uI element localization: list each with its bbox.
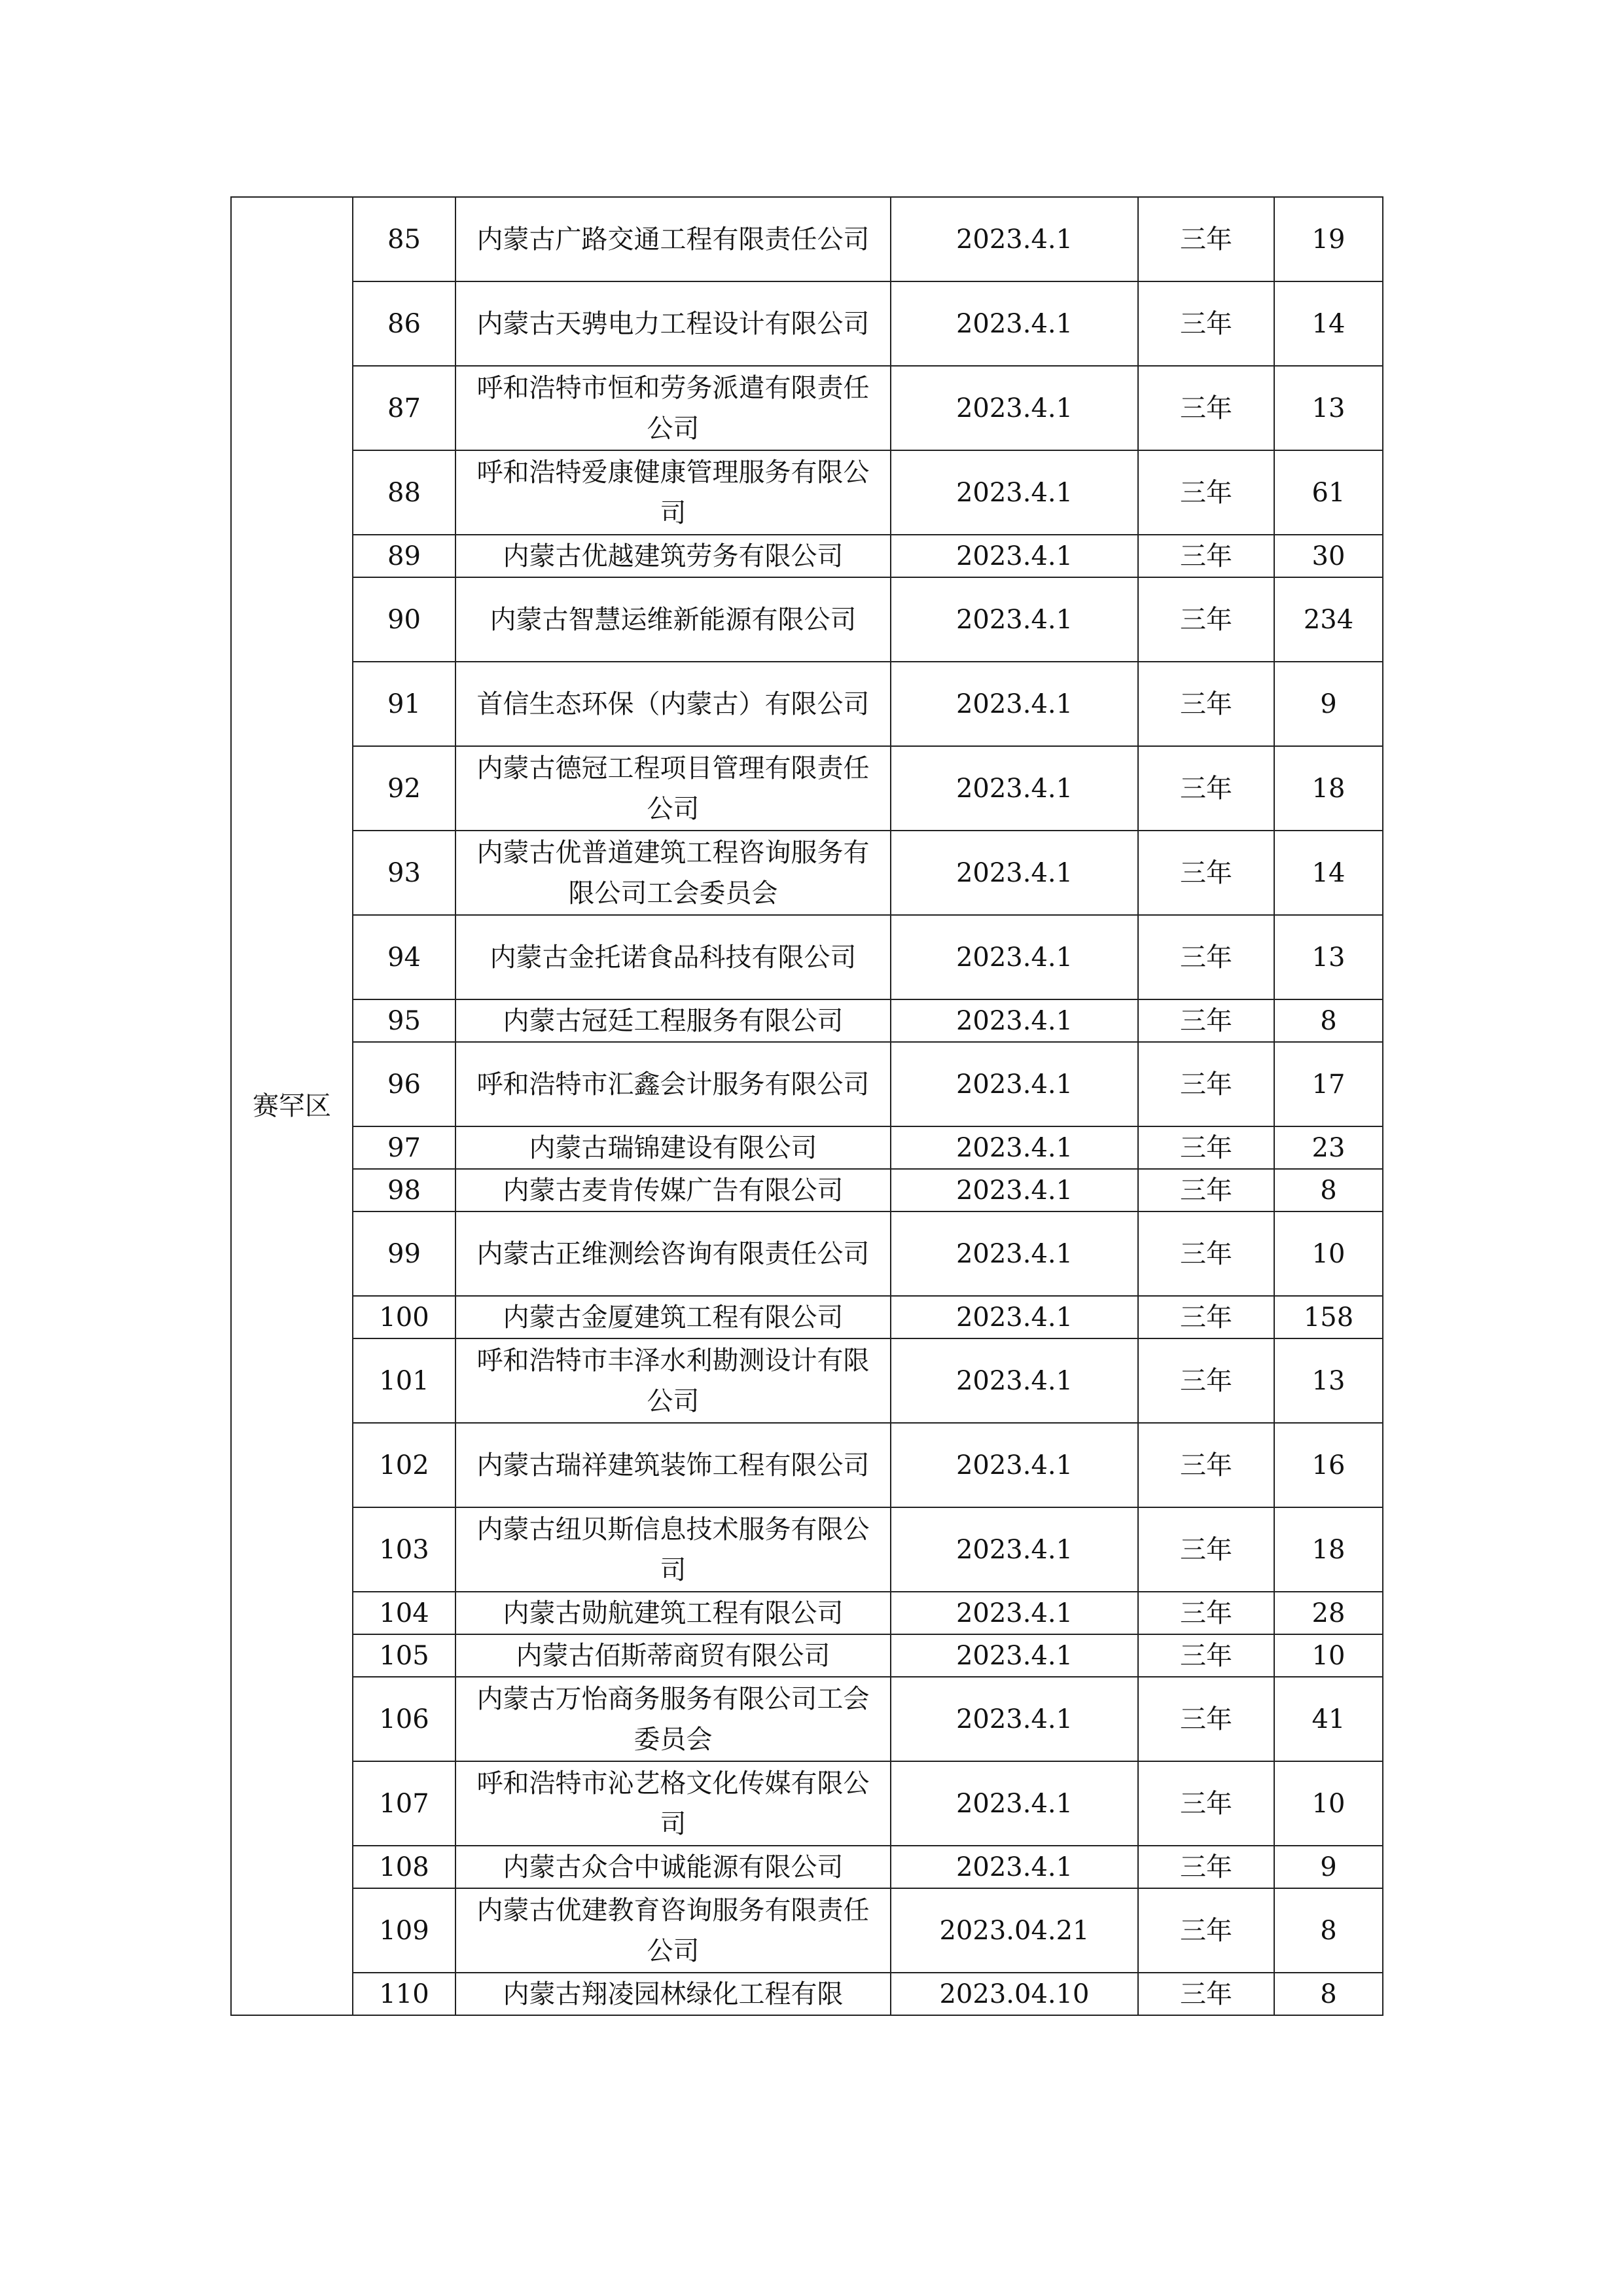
member-count-cell: 13 xyxy=(1274,1338,1383,1423)
member-count-cell: 14 xyxy=(1274,281,1383,366)
row-number-cell: 104 xyxy=(353,1592,455,1634)
term-cell: 三年 xyxy=(1138,1423,1274,1507)
company-name-cell: 内蒙古勋航建筑工程有限公司 xyxy=(455,1592,891,1634)
table-row xyxy=(231,1973,1383,2015)
date-cell: 2023.4.1 xyxy=(891,281,1138,366)
row-number-cell: 100 xyxy=(353,1296,455,1338)
row-number-cell: 85 xyxy=(353,197,455,281)
table-row xyxy=(231,197,1383,281)
enterprise-table xyxy=(230,196,1383,2016)
term-cell: 三年 xyxy=(1138,197,1274,281)
member-count-cell: 61 xyxy=(1274,450,1383,535)
member-count-cell: 9 xyxy=(1274,662,1383,746)
date-cell: 2023.4.1 xyxy=(891,1042,1138,1126)
row-number-cell: 87 xyxy=(353,366,455,450)
term-cell: 三年 xyxy=(1138,1211,1274,1296)
term-cell: 三年 xyxy=(1138,999,1274,1042)
company-name-cell: 呼和浩特市丰泽水利勘测设计有限公司 xyxy=(455,1338,891,1423)
row-number-cell: 103 xyxy=(353,1507,455,1592)
member-count-cell: 18 xyxy=(1274,1507,1383,1592)
company-name-cell: 内蒙古纽贝斯信息技术服务有限公司 xyxy=(455,1507,891,1592)
company-name-cell: 内蒙古智慧运维新能源有限公司 xyxy=(455,577,891,662)
date-cell: 2023.4.1 xyxy=(891,1423,1138,1507)
table-row xyxy=(231,281,1383,366)
row-number-cell: 110 xyxy=(353,1973,455,2015)
table-row xyxy=(231,366,1383,450)
member-count-cell: 234 xyxy=(1274,577,1383,662)
table-row xyxy=(231,1423,1383,1507)
date-cell: 2023.4.1 xyxy=(891,1126,1138,1169)
term-cell: 三年 xyxy=(1138,1846,1274,1888)
row-number-cell: 88 xyxy=(353,450,455,535)
member-count-cell: 17 xyxy=(1274,1042,1383,1126)
table-row xyxy=(231,746,1383,831)
date-cell: 2023.4.1 xyxy=(891,1846,1138,1888)
date-cell: 2023.4.1 xyxy=(891,746,1138,831)
date-cell: 2023.4.1 xyxy=(891,535,1138,577)
term-cell: 三年 xyxy=(1138,1592,1274,1634)
table-row xyxy=(231,1761,1383,1846)
row-number-cell: 98 xyxy=(353,1169,455,1211)
term-cell: 三年 xyxy=(1138,831,1274,915)
date-cell: 2023.4.1 xyxy=(891,577,1138,662)
table-row xyxy=(231,577,1383,662)
member-count-cell: 8 xyxy=(1274,1169,1383,1211)
table-row xyxy=(231,1634,1383,1677)
company-name-cell: 内蒙古瑞祥建筑装饰工程有限公司 xyxy=(455,1423,891,1507)
term-cell: 三年 xyxy=(1138,1677,1274,1761)
date-cell: 2023.4.1 xyxy=(891,662,1138,746)
company-name-cell: 内蒙古麦肯传媒广告有限公司 xyxy=(455,1169,891,1211)
table-row xyxy=(231,450,1383,535)
table-row xyxy=(231,1126,1383,1169)
row-number-cell: 97 xyxy=(353,1126,455,1169)
table-row xyxy=(231,1211,1383,1296)
row-number-cell: 102 xyxy=(353,1423,455,1507)
company-name-cell: 呼和浩特市汇鑫会计服务有限公司 xyxy=(455,1042,891,1126)
date-cell: 2023.4.1 xyxy=(891,1634,1138,1677)
row-number-cell: 86 xyxy=(353,281,455,366)
date-cell: 2023.4.1 xyxy=(891,1507,1138,1592)
company-name-cell: 呼和浩特市沁艺格文化传媒有限公司 xyxy=(455,1761,891,1846)
date-cell: 2023.4.1 xyxy=(891,1338,1138,1423)
member-count-cell: 14 xyxy=(1274,831,1383,915)
company-name-cell: 内蒙古广路交通工程有限责任公司 xyxy=(455,197,891,281)
term-cell: 三年 xyxy=(1138,1973,1274,2015)
member-count-cell: 18 xyxy=(1274,746,1383,831)
date-cell: 2023.04.10 xyxy=(891,1973,1138,2015)
table-row xyxy=(231,999,1383,1042)
member-count-cell: 10 xyxy=(1274,1761,1383,1846)
row-number-cell: 99 xyxy=(353,1211,455,1296)
company-name-cell: 内蒙古瑞锦建设有限公司 xyxy=(455,1126,891,1169)
member-count-cell: 8 xyxy=(1274,1973,1383,2015)
member-count-cell: 16 xyxy=(1274,1423,1383,1507)
date-cell: 2023.4.1 xyxy=(891,1677,1138,1761)
table-row xyxy=(231,1338,1383,1423)
term-cell: 三年 xyxy=(1138,1338,1274,1423)
date-cell: 2023.4.1 xyxy=(891,366,1138,450)
term-cell: 三年 xyxy=(1138,662,1274,746)
row-number-cell: 105 xyxy=(353,1634,455,1677)
row-number-cell: 108 xyxy=(353,1846,455,1888)
member-count-cell: 9 xyxy=(1274,1846,1383,1888)
table-row xyxy=(231,1507,1383,1592)
date-cell: 2023.4.1 xyxy=(891,1592,1138,1634)
table-row xyxy=(231,1042,1383,1126)
row-number-cell: 92 xyxy=(353,746,455,831)
company-name-cell: 内蒙古金托诺食品科技有限公司 xyxy=(455,915,891,999)
term-cell: 三年 xyxy=(1138,1296,1274,1338)
row-number-cell: 101 xyxy=(353,1338,455,1423)
company-name-cell: 内蒙古万怡商务服务有限公司工会委员会 xyxy=(455,1677,891,1761)
row-number-cell: 106 xyxy=(353,1677,455,1761)
company-name-cell: 内蒙古德冠工程项目管理有限责任公司 xyxy=(455,746,891,831)
district-cell: 赛罕区 xyxy=(231,197,353,2015)
member-count-cell: 8 xyxy=(1274,999,1383,1042)
company-name-cell: 内蒙古翔凌园林绿化工程有限 xyxy=(455,1973,891,2015)
company-name-cell: 内蒙古冠廷工程服务有限公司 xyxy=(455,999,891,1042)
company-name-cell: 内蒙古众合中诚能源有限公司 xyxy=(455,1846,891,1888)
table-row xyxy=(231,1296,1383,1338)
term-cell: 三年 xyxy=(1138,1169,1274,1211)
term-cell: 三年 xyxy=(1138,1126,1274,1169)
date-cell: 2023.4.1 xyxy=(891,1211,1138,1296)
term-cell: 三年 xyxy=(1138,577,1274,662)
member-count-cell: 19 xyxy=(1274,197,1383,281)
member-count-cell: 13 xyxy=(1274,915,1383,999)
member-count-cell: 30 xyxy=(1274,535,1383,577)
member-count-cell: 8 xyxy=(1274,1888,1383,1973)
row-number-cell: 109 xyxy=(353,1888,455,1973)
row-number-cell: 107 xyxy=(353,1761,455,1846)
term-cell: 三年 xyxy=(1138,535,1274,577)
term-cell: 三年 xyxy=(1138,1761,1274,1846)
member-count-cell: 158 xyxy=(1274,1296,1383,1338)
date-cell: 2023.4.1 xyxy=(891,197,1138,281)
member-count-cell: 13 xyxy=(1274,366,1383,450)
term-cell: 三年 xyxy=(1138,281,1274,366)
company-name-cell: 内蒙古正维测绘咨询有限责任公司 xyxy=(455,1211,891,1296)
row-number-cell: 93 xyxy=(353,831,455,915)
row-number-cell: 95 xyxy=(353,999,455,1042)
company-name-cell: 内蒙古优普道建筑工程咨询服务有限公司工会委员会 xyxy=(455,831,891,915)
company-name-cell: 内蒙古天骋电力工程设计有限公司 xyxy=(455,281,891,366)
date-cell: 2023.4.1 xyxy=(891,999,1138,1042)
company-name-cell: 呼和浩特市恒和劳务派遣有限责任公司 xyxy=(455,366,891,450)
table-row xyxy=(231,1888,1383,1973)
table-row xyxy=(231,1169,1383,1211)
company-name-cell: 首信生态环保（内蒙古）有限公司 xyxy=(455,662,891,746)
row-number-cell: 94 xyxy=(353,915,455,999)
member-count-cell: 10 xyxy=(1274,1634,1383,1677)
member-count-cell: 28 xyxy=(1274,1592,1383,1634)
company-name-cell: 内蒙古优越建筑劳务有限公司 xyxy=(455,535,891,577)
date-cell: 2023.4.1 xyxy=(891,1296,1138,1338)
date-cell: 2023.4.1 xyxy=(891,915,1138,999)
date-cell: 2023.4.1 xyxy=(891,1169,1138,1211)
member-count-cell: 23 xyxy=(1274,1126,1383,1169)
term-cell: 三年 xyxy=(1138,1888,1274,1973)
row-number-cell: 90 xyxy=(353,577,455,662)
table-row xyxy=(231,1592,1383,1634)
term-cell: 三年 xyxy=(1138,1634,1274,1677)
date-cell: 2023.4.1 xyxy=(891,831,1138,915)
table-row xyxy=(231,535,1383,577)
company-name-cell: 内蒙古佰斯蒂商贸有限公司 xyxy=(455,1634,891,1677)
row-number-cell: 96 xyxy=(353,1042,455,1126)
term-cell: 三年 xyxy=(1138,1042,1274,1126)
row-number-cell: 89 xyxy=(353,535,455,577)
table-row xyxy=(231,1846,1383,1888)
company-name-cell: 呼和浩特爱康健康管理服务有限公司 xyxy=(455,450,891,535)
member-count-cell: 10 xyxy=(1274,1211,1383,1296)
table-row xyxy=(231,662,1383,746)
term-cell: 三年 xyxy=(1138,746,1274,831)
member-count-cell: 41 xyxy=(1274,1677,1383,1761)
table-row xyxy=(231,915,1383,999)
table-row xyxy=(231,1677,1383,1761)
term-cell: 三年 xyxy=(1138,915,1274,999)
date-cell: 2023.04.21 xyxy=(891,1888,1138,1973)
date-cell: 2023.4.1 xyxy=(891,1761,1138,1846)
company-name-cell: 内蒙古优建教育咨询服务有限责任公司 xyxy=(455,1888,891,1973)
date-cell: 2023.4.1 xyxy=(891,450,1138,535)
company-name-cell: 内蒙古金厦建筑工程有限公司 xyxy=(455,1296,891,1338)
table-row xyxy=(231,831,1383,915)
row-number-cell: 91 xyxy=(353,662,455,746)
term-cell: 三年 xyxy=(1138,366,1274,450)
term-cell: 三年 xyxy=(1138,450,1274,535)
term-cell: 三年 xyxy=(1138,1507,1274,1592)
